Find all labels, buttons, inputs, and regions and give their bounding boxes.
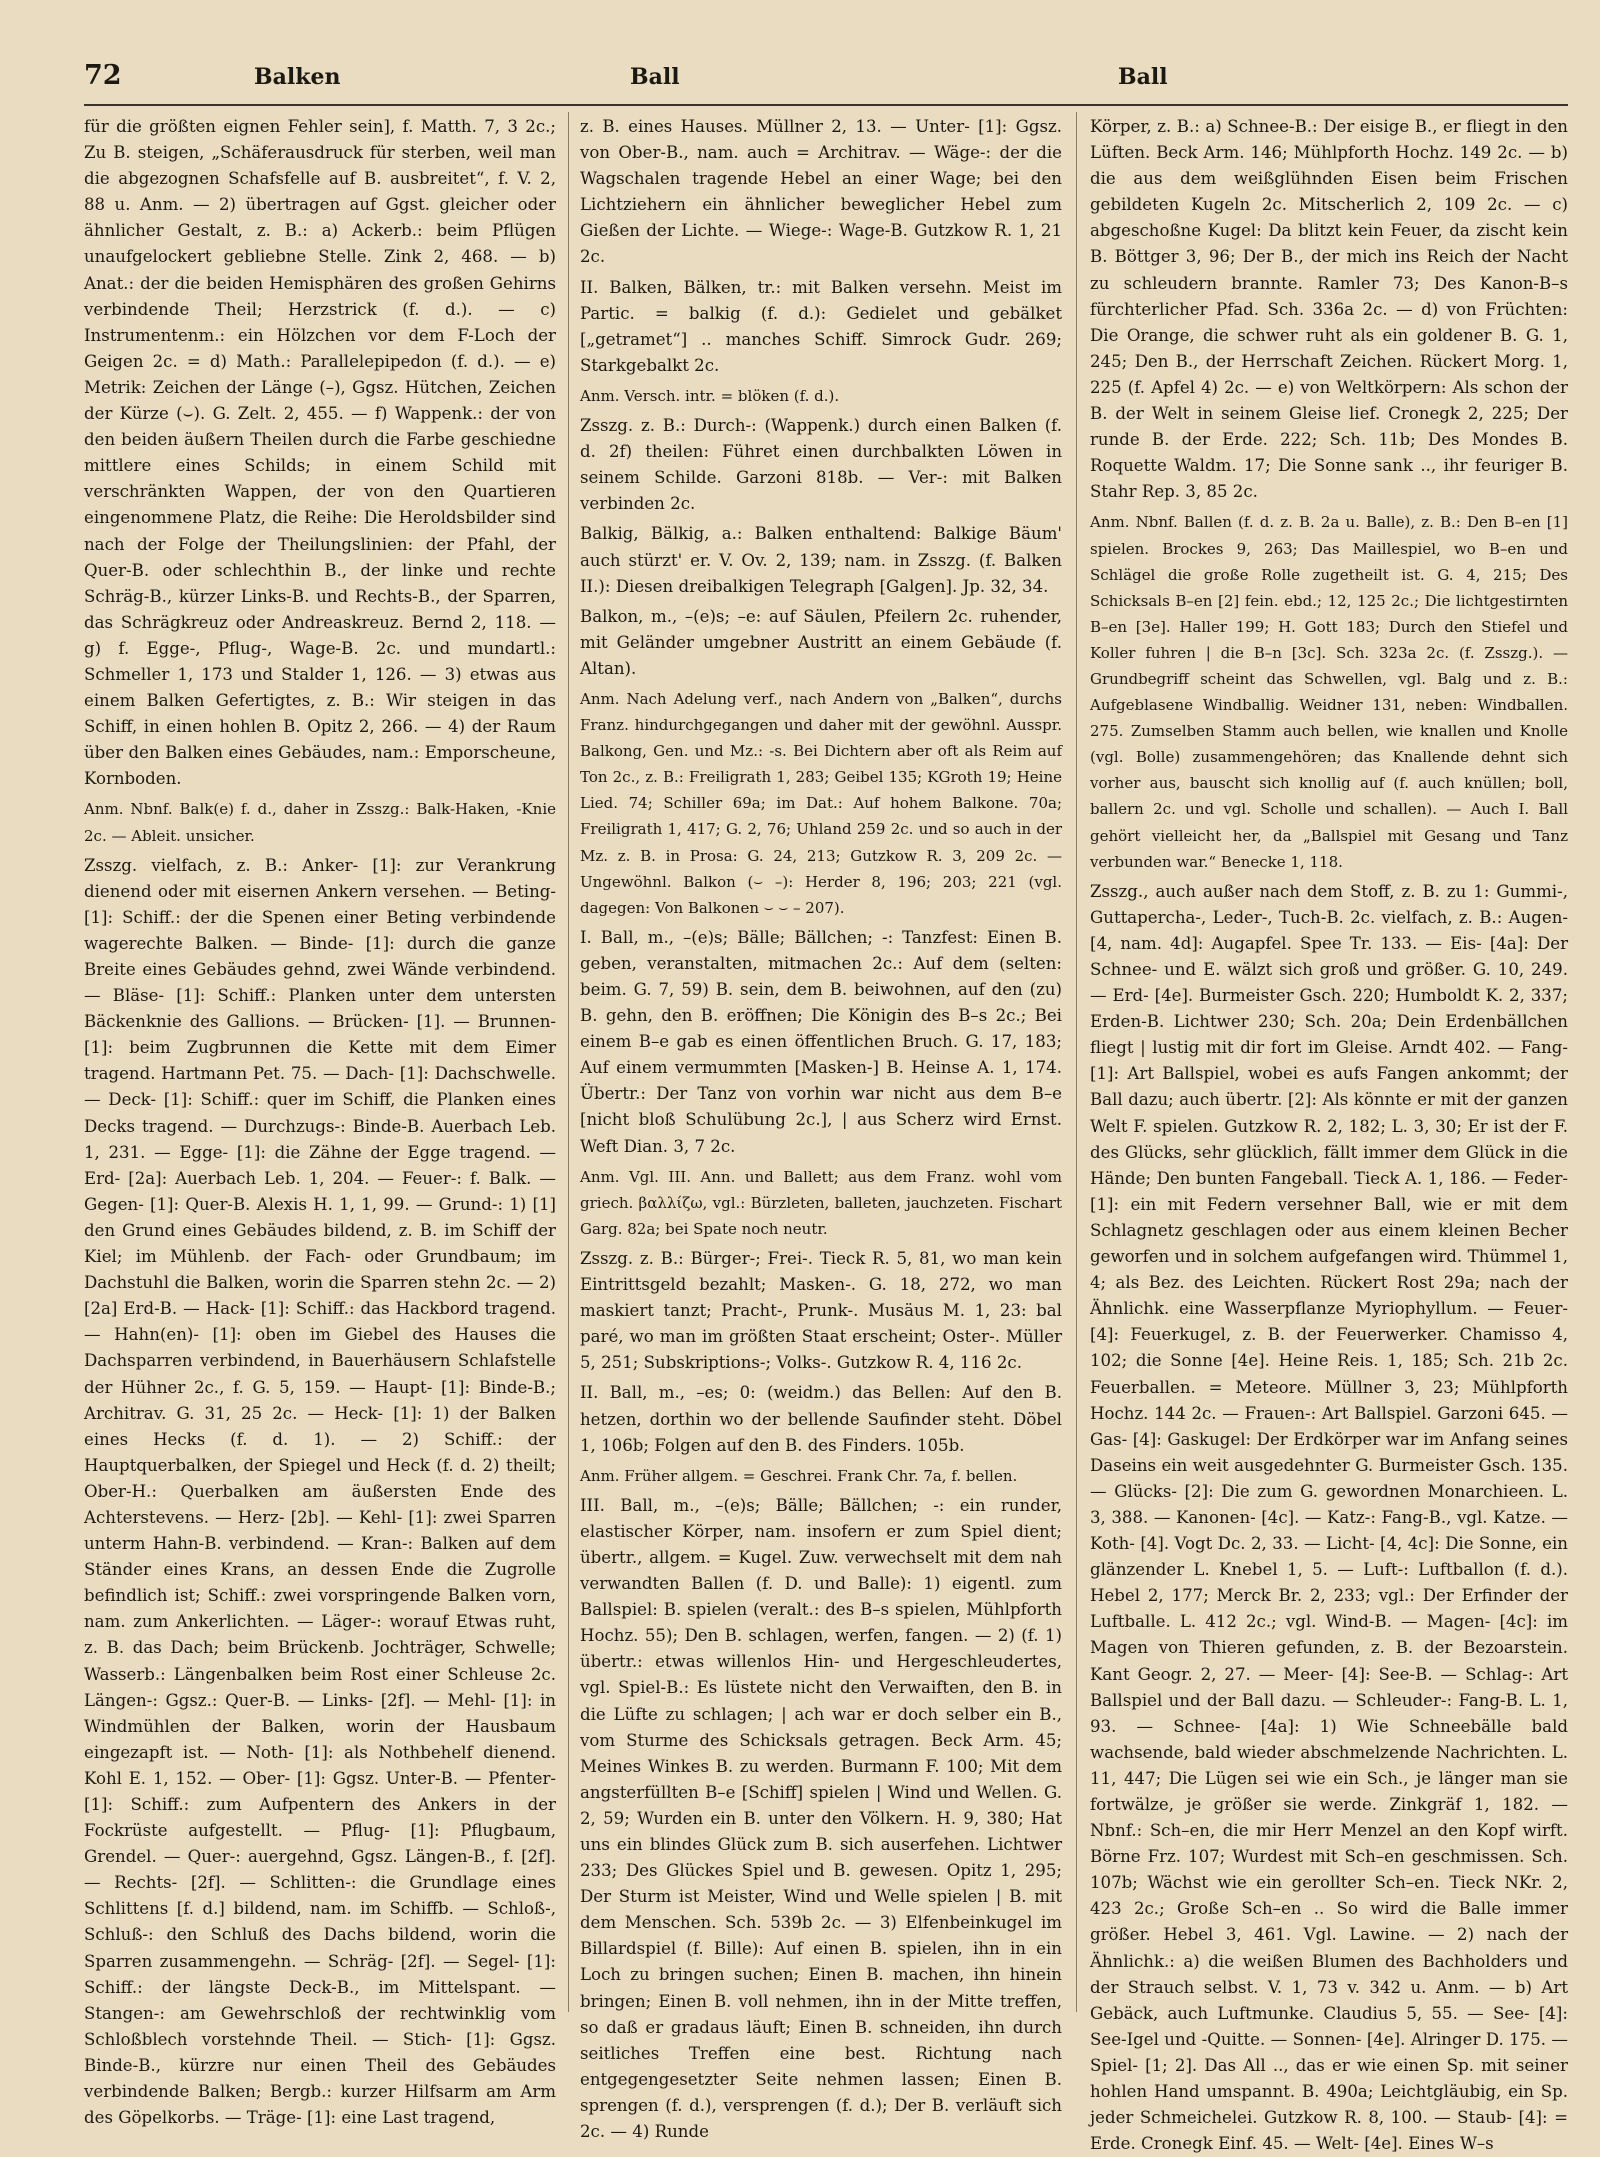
entry-paragraph: Balkig, Bälkig, a.: Balken enthaltend: Balkige Bäum' auch stürzt' er. V. Ov. 2, 139; nam. in Zsszg. (f. Balken II.): Diesen dreibalkigen Telegraph [Galgen]. Jp. 32, 34.	[580, 524, 1062, 596]
entry-paragraph: Zsszg. z. B.: Durch-: (Wappenk.) durch einen Balken (f. d. 2f) theilen: Führet einen durchbalkten Löwen in seinem Schilde. Garzoni 818b. — Ver-: mit Balken verbinden 2c.	[580, 416, 1062, 514]
entry-paragraph: III. Ball, m., –(e)s; Bälle; Bällchen; -: ein runder, elastischer Körper, nam. insofern er zum Spiel dient; übertr., allgem. = Kugel. Zuw. verwechselt mit dem nah verwandten Ballen (f. D. und Balle): 1) eigentl. zum Ballspiel: B. spielen (veralt.: des B–s spielen, Mühlpforth Hochz. 55); Den B. schlagen, werfen, fangen. — 2) (f. 1) übertr.: etwas willenlos Hin- und Hergeschleudertes, vgl. Spiel-B.: Es lüstete nicht den Verwaiften, den B. in die Lüfte zu schlagen; | ach war er doch selber ein B., vom Sturme des Schicksals getragen. Beck Arm. 45; Meines Winkes B. zu werden. Burmann F. 100; Mit dem angsterfüllten B–e [Schiff] spielen | Wind und Wellen. G. 2, 59; Wurden ein B. unter den Völkern. H. 9, 380; Hat uns ein blindes Glück zum B. sich auserfehen. Lichtwer 233; Des Glückes Spiel und B. gewesen. Opitz 1, 295; Der Sturm ist Meister, Wind und Welle spielen | B. mit dem Menschen. Sch. 539b 2c. — 3) Elfenbeinkugel im Billardspiel (f. Bille): Auf einen B. spielen, ihn in ein Loch zu bringen suchen; Einen B. machen, ihn hinein bringen; Einen B. voll nehmen, ihn in der Mitte treffen, so daß er gradaus läuft; Einen B. schneiden, ihn durch seitliches Treffen eine best. Richtung nach entgegengesetzter Seite nehmen lassen; Einen B. sprengen (f. d.), versprengen (f. d.); Der B. verläuft sich 2c. — 4) Runde	[580, 1495, 1062, 2142]
column-separator	[568, 112, 569, 2012]
entry-remark: Anm. Nbnf. Ballen (f. d. z. B. 2a u. Balle), z. B.: Den B–en [1] spielen. Brockes 9, 263; Das Maillespiel, wo B–en und Schlägel die große Rolle zugetheilt ist. G. 4, 215; Des Schicksals B–en [2] fein. ebd.; 12, 125 2c.; Die lichtgestirnten B–en [3e]. Haller 199; H. Gott 183; Durch den Stiefel und Koller fuhren | die B–n [3c]. Sch. 323a 2c. (f. Zsszg.). — Grundbegriff scheint das Schwellen, vgl. Balg und z. B.: Aufgeblasene Windballig. Weidner 131, neben: Windballen. 275. Zumselben Stamm auch bellen, wie knallen und Knolle (vgl. Bolle) zusammengehören; das Knallende dehnt sich vorher aus, bauscht sich knollig auf (f. auch knüllen; boll, ballern 2c. und vgl. Scholle und schallen). — Auch I. Ball gehört vielleicht her, da „Ballspiel mit Gesang und Tanz verbunden war.“ Benecke 1, 118.	[1090, 513, 1568, 871]
entry-paragraph: II. Balken, Bälken, tr.: mit Balken versehn. Meist im Partic. = balkig (f. d.): Gedielet und gebälket [„getramet“] .. manches Schiff. Simrock Gudr. 269; Starkgebalkt 2c.	[580, 277, 1062, 375]
entry-paragraph: Zsszg. z. B.: Bürger-; Frei-. Tieck R. 5, 81, wo man kein Eintrittsgeld bezahlt; Masken-. G. 18, 272, wo man maskiert tanzt; Pracht-, Prunk-. Musäus M. 1, 23: bal paré, wo man im größten Staat erscheint; Oster-. Müller 5, 251; Subskriptions-; Volks-. Gutzkow R. 4, 116 2c.	[580, 1248, 1062, 1373]
running-head-center: Ball	[630, 64, 680, 90]
entry-paragraph: für die größten eignen Fehler sein], f. Matth. 7, 3 2c.; Zu B. steigen, „Schäferausdruck für sterben, weil man die abgezognen Schafsfelle auf B. ausbreitet“, f. V. 2, 88 u. Anm. — 2) übertragen auf Ggst. gleicher oder ähnlicher Gestalt, z. B.: a) Ackerb.: beim Pflügen unaufgelockert gebliebne Stelle. Zink 2, 468. — b) Anat.: der die beiden Hemisphären des großen Gehirns verbindende Theil; Herzstrick (f. d.). — c) Instrumentenm.: ein Hölzchen vor dem F-Loch der Geigen 2c. = d) Math.: Parallelepipedon (f. d.). — e) Metrik: Zeichen der Länge (–), Ggsz. Hütchen, Zeichen der Kürze (⌣). G. Zelt. 2, 455. — f) Wappenk.: der von den beiden äußern Theilen durch die Farbe geschiedne mittlere eines Schilds; in einem Schild mit verschränkten Wappen, der von den Quartieren eingenommene Platz, die Reihe: Die Heroldsbilder sind nach der Folge der Theilungslinien: der Pfahl, der Quer-B. oder schlechthin B., der linke und rechte Schräg-B., kürzer Links-B. und Rechts-B., der Sparren, das Schrägkreuz oder Andreaskreuz. Bernd 2, 118. — g) f. Egge-, Pflug-, Wage-B. 2c. und mundartl.: Schmeller 1, 173 und Stalder 1, 126. — 3) etwas aus einem Balken Gefertigtes, z. B.: Wir steigen in das Schiff, in einen hohlen B. Opitz 2, 266. — 4) der Raum über den Balken eines Gebäudes, nam.: Emporscheune, Kornboden.	[84, 117, 556, 789]
entry-remark: Anm. Nbnf. Balk(e) f. d., daher in Zsszg.: Balk-Haken, -Knie 2c. — Ableit. unsicher.	[84, 800, 556, 845]
entry-paragraph: z. B. eines Hauses. Müllner 2, 13. — Unter- [1]: Ggsz. von Ober-B., nam. auch = Architrav. — Wäge-: der die Wagschalen tragende Hebel an einer Wage; bei den Lichtziehern ein ähnlicher beweglicher Hebel zum Gießen der Lichte. — Wiege-: Wage-B. Gutzkow R. 1, 21 2c.	[580, 117, 1062, 267]
column-3	[1090, 114, 1568, 2154]
header-rule	[84, 104, 1568, 106]
column-separator	[1076, 112, 1077, 2012]
entry-paragraph: Zsszg., auch außer nach dem Stoff, z. B. zu 1: Gummi-, Guttapercha-, Leder-, Tuch-B. 2c. vielfach, z. B.: Augen- [4, nam. 4d]: Augapfel. Spee Tr. 133. — Eis- [4a]: Der Schnee- und E. wälzt sich groß und größer. G. 10, 249. — Erd- [4e]. Burmeister Gsch. 220; Humboldt K. 2, 337; Erden-B. Lichtwer 230; Sch. 20a; Dein Erdenbällchen fliegt | lustig mit dir fort im Gleise. Arndt 402. — Fang- [1]: Art Ballspiel, wobei es aufs Fangen ankommt; der Ball dazu; auch übertr. [2]: Als könnte er mit der ganzen Welt F. spielen. Gutzkow R. 2, 182; L. 3, 30; Er ist der F. des Glücks, sehr glücklich, fällt immer dem Glück in die Hände; Den bunten Fangeball. Tieck A. 1, 186. — Feder- [1]: ein mit Federn versehner Ball, wie er mit dem Schlagnetz geschlagen oder aus einem kleinen Becher geworfen und in solchem aufgefangen wird. Thümmel 1, 4; als Bez. des Leichten. Rückert Rost 29a; nach der Ähnlichk. eine Wasserpflanze Myriophyllum. — Feuer- [4]: Feuerkugel, z. B. der Feuerwerker. Chamisso 4, 102; die Sonne [4e]. Heine Reis. 1, 185; Sch. 21b 2c. Feuerballen. = Meteore. Müllner 3, 23; Mühlpforth Hochz. 144 2c. — Frauen-: Art Ballspiel. Garzoni 645. — Gas- [4]: Gaskugel: Der Erdkörper war im Anfang seines Daseins ein weit ausgedehnter G. Burmeister Gsch. 135. — Glücks- [2]: Die zum G. gewordnen Monarchieen. L. 3, 388. — Kanonen- [4c]. — Katz-: Fang-B., vgl. Katze. — Koth- [4]. Vogt Dc. 2, 33. — Licht- [4, 4c]: Die Sonne, ein glänzender L. Knebel 1, 5. — Luft-: Luftballon (f. d.). Hebel 2, 177; Merck Br. 2, 233; vgl.: Der Erfinder der Luftballe. L. 412 2c.; vgl. Wind-B. — Magen- [4c]: im Magen von Thieren gefunden, z. B. der Bezoarstein. Kant Geogr. 2, 27. — Meer- [4]: See-B. — Schlag-: Art Ballspiel und der Ball dazu. — Schleuder-: Fang-B. L. 1, 93. — Schnee- [4a]: 1) Wie Schneebälle bald wachsende, bald wieder abschmelzende Nachrichten. L. 11, 447; Die Lügen sei wie ein Sch., je länger man sie fortwälze, je größer sie werde. Zinkgräf 1, 182. — Nbnf.: Sch–en, die mir Herr Menzel an den Kopf wirft. Börne Frz. 107; Wurdest mit Sch–en geschmissen. Sch. 107b; Wächst wie ein gerollter Sch–en. Tieck NKr. 2, 423 2c.; Große Sch–en .. So wird die Balle immer größer. Hebel 3, 461. Vgl. Lawine. — 2) nach der Ähnlichk.: a) die weißen Blumen des Bachholders und der Strauch selbst. V. 1, 73 v. 342 u. Anm. — b) Art Gebäck, auch Luftmunke. Claudius 5, 55. — See- [4]: See-Igel und -Quitte. — Sonnen- [4e]. Alringer D. 175. — Spiel- [1; 2]. Das All .., das er wie einen Sp. mit seiner hohlen Hand umspannt. B. 490a; Leichtgläubig, ein Sp. jeder Schmeichelei. Gutzkow R. 8, 100. — Staub- [4]: = Erde. Cronegk Einf. 45. — Welt- [4e]. Eines W–s	[1090, 881, 1568, 2154]
entry-remark: Anm. Nach Adelung verf., nach Andern von „Balken“, durchs Franz. hindurchgegangen und daher mit der gewöhnl. Ausspr. Balkong, Gen. und Mz.: -s. Bei Dichtern aber oft als Reim auf Ton 2c., z. B.: Freiligrath 1, 283; Geibel 135; KGroth 19; Heine Lied. 74; Schiller 69a; im Dat.: Auf hohem Balkone. 70a; Freiligrath 1, 417; G. 2, 76; Uhland 259 2c. und so auch in der Mz. z. B. in Prosa: G. 24, 213; Gutzkow R. 3, 209 2c. — Ungewöhnl. Balkon (⌣ –): Herder 8, 196; 203; 221 (vgl. dagegen: Von Balkonen ⌣ ⌣ – 207).	[580, 689, 1062, 917]
page-number: 72	[84, 60, 122, 91]
entry-remark: Anm. Vgl. III. Ann. und Ballett; aus dem Franz. wohl vom griech. βαλλίζω, vgl.: Bürzleten, balleten, jauchzeten. Fischart Garg. 82a; bei Spate noch neutr.	[580, 1167, 1062, 1238]
entry-remark: Anm. Früher allgem. = Geschrei. Frank Chr. 7a, f. bellen.	[580, 1466, 1018, 1485]
running-head-right: Ball	[1118, 64, 1168, 90]
column-1	[84, 114, 556, 2128]
page-header	[0, 60, 1600, 106]
running-head-left: Balken	[254, 64, 341, 90]
entry-paragraph: Zsszg. vielfach, z. B.: Anker- [1]: zur Verankrung dienend oder mit eisernen Ankern versehen. — Beting- [1]: Schiff.: der die Spenen einer Beting verbindende wagerechte Balken. — Binde- [1]: durch die ganze Breite eines Gebäudes gehnd, zwei Wände verbindend. — Bläse- [1]: Schiff.: Planken unter dem untersten Bäckenknie des Gallions. — Brücken- [1]. — Brunnen- [1]: beim Zugbrunnen die Kette mit dem Eimer tragend. Hartmann Pet. 75. — Dach- [1]: Dachschwelle. — Deck- [1]: Schiff.: quer im Schiff, die Planken eines Decks tragend. — Durchzugs-: Binde-B. Auerbach Leb. 1, 231. — Egge- [1]: die Zähne der Egge tragend. — Erd- [2a]: Auerbach Leb. 1, 204. — Feuer-: f. Balk. — Gegen- [1]: Quer-B. Alexis H. 1, 1, 99. — Grund-: 1) [1] den Grund eines Gebäudes bildend, z. B. im Schiff der Kiel; im Mühlenb. der Fach- oder Grundbaum; im Dachstuhl die Balken, worin die Sparren stehn 2c. — 2) [2a] Erd-B. — Hack- [1]: Schiff.: das Hackbord tragend. — Hahn(en)- [1]: oben im Giebel des Hauses die Dachsparren verbindend, in Bauerhäusern Schlafstelle der Hühner 2c., f. G. 5, 159. — Haupt- [1]: Binde-B.; Architrav. G. 31, 25 2c. — Heck- [1]: 1) der Balken eines Hecks (f. d. 1). — 2) Schiff.: der Hauptquerbalken, der Spiegel und Heck (f. d. 2) theilt; Ober-H.: Querbalken am äußersten Ende des Achterstevens. — Herz- [2b]. — Kehl- [1]: zwei Sparren unterm Hahn-B. verbindend. — Kran-: Balken auf dem Ständer eines Krans, an dessen Ende die Zugrolle befindlich ist; Schiff.: zwei vorspringende Balken vorn, nam. zum Ankerlichten. — Läger-: worauf Etwas ruht, z. B. das Dach; beim Brückenb. Jochträger, Schwelle; Wasserb.: Längenbalken beim Rost einer Schleuse 2c. Längen-: Ggsz.: Quer-B. — Links- [2f]. — Mehl- [1]: in Windmühlen der Balken, worin der Hausbaum eingezapft ist. — Noth- [1]: als Nothbehelf dienend. Kohl E. 1, 152. — Ober- [1]: Ggsz. Unter-B. — Pfenter- [1]: Schiff.: zum Aufpentern des Ankers in der Fockrüste aufgestellt. — Pflug- [1]: Pflugbaum, Grendel. — Quer-: auergehnd, Ggsz. Längen-B., f. [2f]. — Rechts- [2f]. — Schlitten-: die Grundlage eines Schlittens [f. d.] bildend, nam. im Schiffb. — Schloß-, Schluß-: den Schluß des Dachs bildend, worin die Sparren zusammengehn. — Schräg- [2f]. — Segel- [1]: Schiff.: der längste Deck-B., im Mittelspant. — Stangen-: am Gewehrschloß der rechtwinklig vom Schloßblech vorstehnde Theil. — Stich- [1]: Ggsz. Binde-B., kürzre nur einen Theil des Gebäudes verbindende Balken; Bergb.: kurzer Hilfsarm am Arm des Göpelkorbs. — Träge- [1]: eine Last tragend,	[84, 855, 556, 2128]
entry-remark: Anm. Versch. intr. = blöken (f. d.).	[580, 386, 840, 405]
column-2	[580, 114, 1062, 2142]
entry-paragraph: II. Ball, m., –es; 0: (weidm.) das Bellen: Auf den B. hetzen, dorthin wo der bellende Saufinder steht. Döbel 1, 106b; Folgen auf den B. des Finders. 105b.	[580, 1383, 1062, 1455]
entry-paragraph: I. Ball, m., –(e)s; Bälle; Bällchen; -: Tanzfest: Einen B. geben, veranstalten, mitmachen 2c.: Auf dem (selten: beim. G. 7, 59) B. sein, dem B. beiwohnen, auf den (zu) B. gehn, den B. eröffnen; Die Königin des B–s 2c.; Bei einem B–e gab es einen öffentlichen Bruch. G. 17, 183; Auf einem vermummten [Masken-] B. Heinse A. 1, 174. Übertr.: Der Tanz von vorhin war nicht aus dem B–e [nicht bloß Schulübung 2c.], | aus Scherz wird Ernst. Weft Dian. 3, 7 2c.	[580, 927, 1062, 1156]
entry-paragraph: Balkon, m., –(e)s; –e: auf Säulen, Pfeilern 2c. ruhender, mit Geländer umgebner Austritt an einem Gebäude (f. Altan).	[580, 606, 1062, 678]
entry-paragraph: Körper, z. B.: a) Schnee-B.: Der eisige B., er fliegt in den Lüften. Beck Arm. 146; Mühlpforth Hochz. 149 2c. — b) die aus dem weißglühnden Eisen beim Frischen gebildeten Kugeln 2c. Mitscherlich 2, 109 2c. — c) abgeschoßne Kugel: Da blitzt kein Feuer, da zischt kein B. Böttger 3, 96; Der B., der mich ins Reich der Nacht zu schleudern brannte. Ramler 73; Des Kanon-B–s fürchterlicher Pfad. Sch. 336a 2c. — d) von Früchten: Die Orange, die schwer ruht als ein goldener B. G. 1, 245; Den B., der Herrschaft Zeichen. Rückert Morg. 1, 225 (f. Apfel 4) 2c. — e) von Weltkörpern: Als schon der B. der Welt in seinem Gleise lief. Cronegk 2, 225; Der runde B. der Erde. 222; Sch. 11b; Des Mondes B. Roquette Waldm. 17; Die Sonne sank .., ihr feuriger B. Stahr Rep. 3, 85 2c.	[1090, 117, 1568, 502]
